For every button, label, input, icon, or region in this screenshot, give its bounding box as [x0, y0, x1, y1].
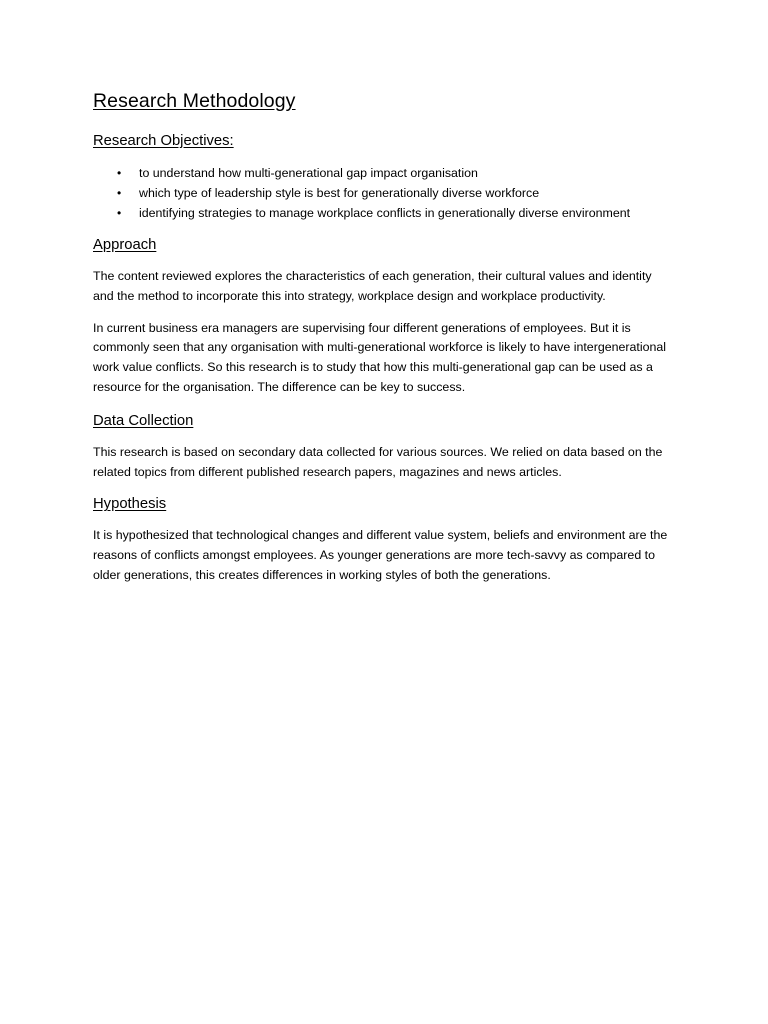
approach-paragraph-2: In current business era managers are supervising four different generations of employees. But it is commonly seen that any organisation with multi-generational workforce is likely to have intergenerational work value conflicts. So this research is to study that how this multi-generational gap can be used as a resource for the organisation. The difference can be key to success. — [93, 320, 667, 394]
list-item — [93, 183, 673, 203]
heading-data-collection: Data Collection — [93, 412, 194, 429]
objectives-list — [93, 163, 673, 223]
list-item-text: to understand how multi-generational gap impact organisation — [139, 166, 478, 180]
page-title: Research Methodology — [93, 90, 296, 112]
approach-paragraph-1: The content reviewed explores the characteristics of each generation, their cultural values and identity and the method to incorporate this into strategy, workplace design and workplace productivity. — [93, 269, 652, 303]
list-item-text: which type of leadership style is best for generationally diverse workforce — [139, 186, 540, 200]
document-content — [93, 88, 673, 598]
hypothesis-paragraph: It is hypothesized that technological changes and different value system, beliefs and environment are the reasons of conflicts amongst employees. As younger generations are more tech-savvy as compared to older generations, this creates differences in working styles of both the generations. — [93, 528, 668, 582]
data-collection-paragraph: This research is based on secondary data collected for various sources. We relied on data based on the related topics from different published research papers, magazines and news articles. — [93, 444, 663, 479]
bullet-icon: • — [117, 166, 122, 180]
list-item — [93, 203, 673, 223]
heading-approach: Approach — [93, 237, 157, 253]
heading-research-objectives: Research Objectives: — [93, 133, 234, 149]
bullet-icon: • — [117, 186, 122, 200]
list-item-text: identifying strategies to manage workplace conflicts in generationally diverse environment — [139, 206, 631, 220]
bullet-icon: • — [117, 206, 122, 220]
list-item — [93, 163, 673, 183]
heading-hypothesis: Hypothesis — [93, 496, 167, 513]
